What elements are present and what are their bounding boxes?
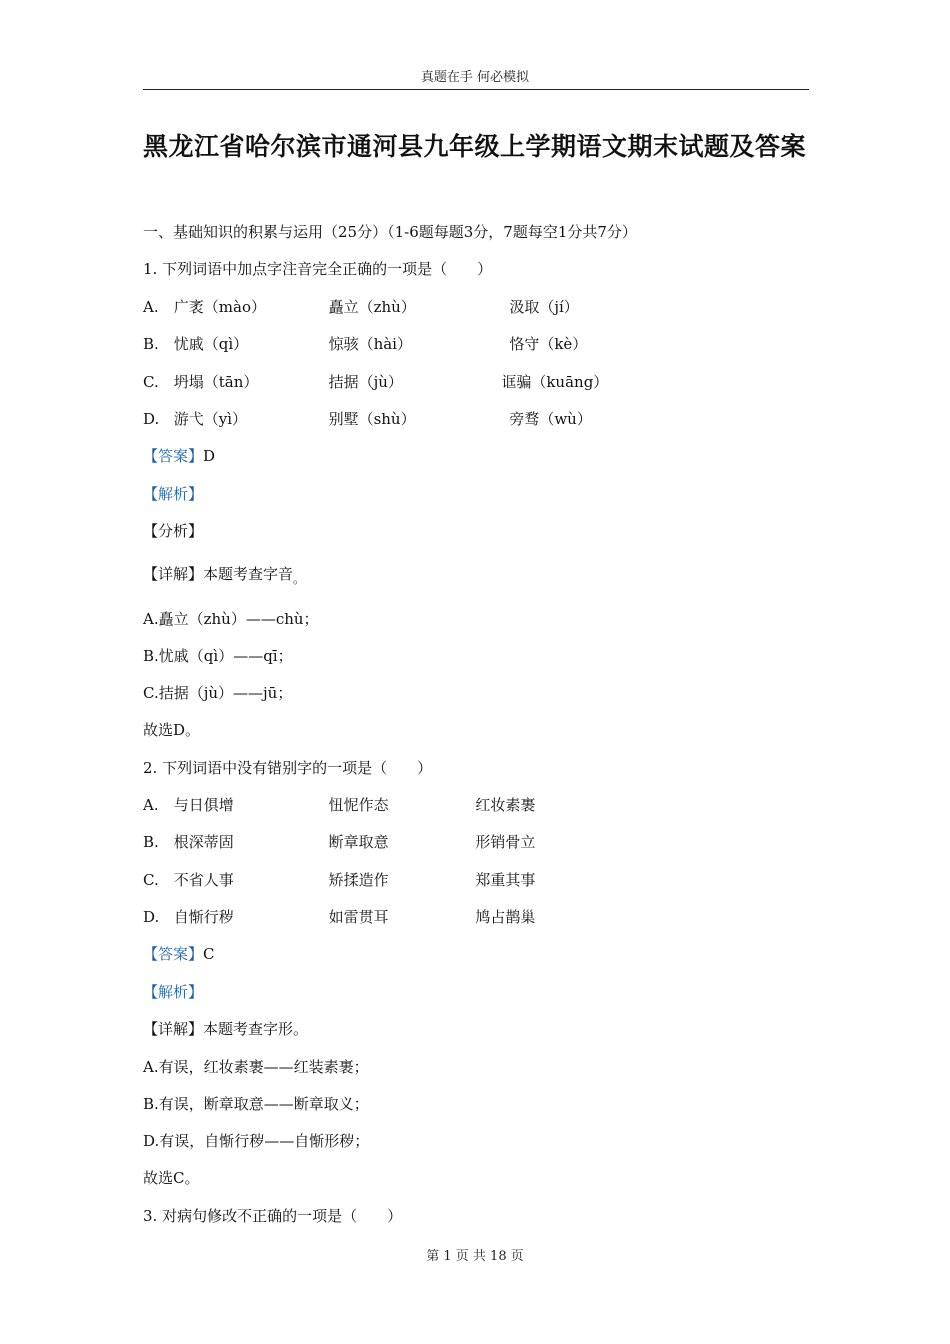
option-item: 别墅（shù） xyxy=(328,410,416,428)
option-item: 惊骇（hài） xyxy=(328,335,412,353)
option-item: 断章取意 xyxy=(328,833,389,851)
option-label: C. xyxy=(143,373,159,391)
detail-tag: 【详解】 xyxy=(143,565,204,583)
q1-detail xyxy=(143,564,305,584)
option-item: 与日俱增 xyxy=(173,796,234,814)
document-title: 黑龙江省哈尔滨市通河县九年级上学期语文期末试题及答案 xyxy=(143,132,807,161)
option-item: 诓骗（kuāng） xyxy=(501,373,609,391)
q2-option-d xyxy=(143,907,535,927)
q1-conclusion: 故选D。 xyxy=(143,721,201,739)
detail-text: 本题考查字音 xyxy=(203,565,294,583)
q1-explanation: B.忧戚（qì）——qī； xyxy=(143,647,293,665)
detail-end: 。 xyxy=(293,572,306,586)
option-item: 郑重其事 xyxy=(475,871,536,889)
option-item: 鸠占鹊巢 xyxy=(475,908,536,926)
q1-option-c xyxy=(143,372,608,392)
q3-stem: 3. 对病句修改不正确的一项是（ ） xyxy=(143,1207,403,1225)
option-item: 汲取（jí） xyxy=(509,298,579,316)
q1-stem: 1. 下列词语中加点字注音完全正确的一项是（ ） xyxy=(143,260,493,278)
option-item: 恪守（kè） xyxy=(509,335,588,353)
q1-analysis-tag: 【解析】 xyxy=(143,485,204,503)
q2-conclusion: 故选C。 xyxy=(143,1169,200,1187)
option-item: 坍塌（tān） xyxy=(173,373,259,391)
q2-stem: 2. 下列词语中没有错别字的一项是（ ） xyxy=(143,759,433,777)
option-item: 矗立（zhù） xyxy=(328,298,416,316)
option-label: D. xyxy=(143,410,160,428)
option-item: 旁骛（wù） xyxy=(509,410,592,428)
answer-tag: 【答案】 xyxy=(143,447,204,465)
q1-fenxi-tag: 【分析】 xyxy=(143,522,204,540)
q1-answer xyxy=(143,446,215,466)
q1-option-b xyxy=(143,334,587,354)
q2-explanation: B.有误，断章取意——断章取义； xyxy=(143,1095,369,1113)
q2-detail xyxy=(143,1019,308,1039)
q2-option-c xyxy=(143,870,535,890)
option-item: 游弋（yì） xyxy=(173,410,248,428)
q2-option-a xyxy=(143,795,535,815)
option-label: A. xyxy=(143,298,159,316)
answer-value: C xyxy=(203,945,215,963)
q2-analysis-tag: 【解析】 xyxy=(143,983,204,1001)
option-item: 红妆素裹 xyxy=(475,796,536,814)
option-item: 忧戚（qì） xyxy=(173,335,249,353)
q1-explanation: A.矗立（zhù）——chù； xyxy=(143,610,319,628)
option-item: 如雷贯耳 xyxy=(328,908,389,926)
q2-explanation: A.有误，红妆素裹——红装素裹； xyxy=(143,1058,369,1076)
option-label: B. xyxy=(143,833,159,851)
answer-tag: 【答案】 xyxy=(143,945,204,963)
option-item: 矫揉造作 xyxy=(328,871,389,889)
option-label: A. xyxy=(143,796,159,814)
q2-option-b xyxy=(143,832,535,852)
q1-option-d xyxy=(143,409,592,429)
q2-explanation: D.有误，自惭行秽——自惭形秽； xyxy=(143,1132,370,1150)
header-rule xyxy=(143,89,809,90)
q1-explanation: C.拮据（jù）——jū； xyxy=(143,684,293,702)
option-label: D. xyxy=(143,908,160,926)
option-item: 拮据（jù） xyxy=(328,373,403,391)
option-item: 广袤（mào） xyxy=(173,298,266,316)
option-item: 形销骨立 xyxy=(475,833,536,851)
answer-value: D xyxy=(203,447,216,465)
section-heading: 一、基础知识的积累与运用（25分）（1-6题每题3分，7题每空1分共7分） xyxy=(143,223,637,241)
page-header: 真题在手 何必模拟 xyxy=(420,70,530,85)
option-label: B. xyxy=(143,335,159,353)
option-item: 自惭行秽 xyxy=(173,908,234,926)
option-item: 忸怩作态 xyxy=(328,796,389,814)
detail-text: 本题考查字形。 xyxy=(203,1020,309,1038)
q2-answer xyxy=(143,944,215,964)
q1-option-a xyxy=(143,297,579,317)
page-footer: 第 1 页 共 18 页 xyxy=(426,1249,524,1264)
detail-tag: 【详解】 xyxy=(143,1020,204,1038)
option-label: C. xyxy=(143,871,159,889)
option-item: 根深蒂固 xyxy=(173,833,234,851)
option-item: 不省人事 xyxy=(173,871,234,889)
